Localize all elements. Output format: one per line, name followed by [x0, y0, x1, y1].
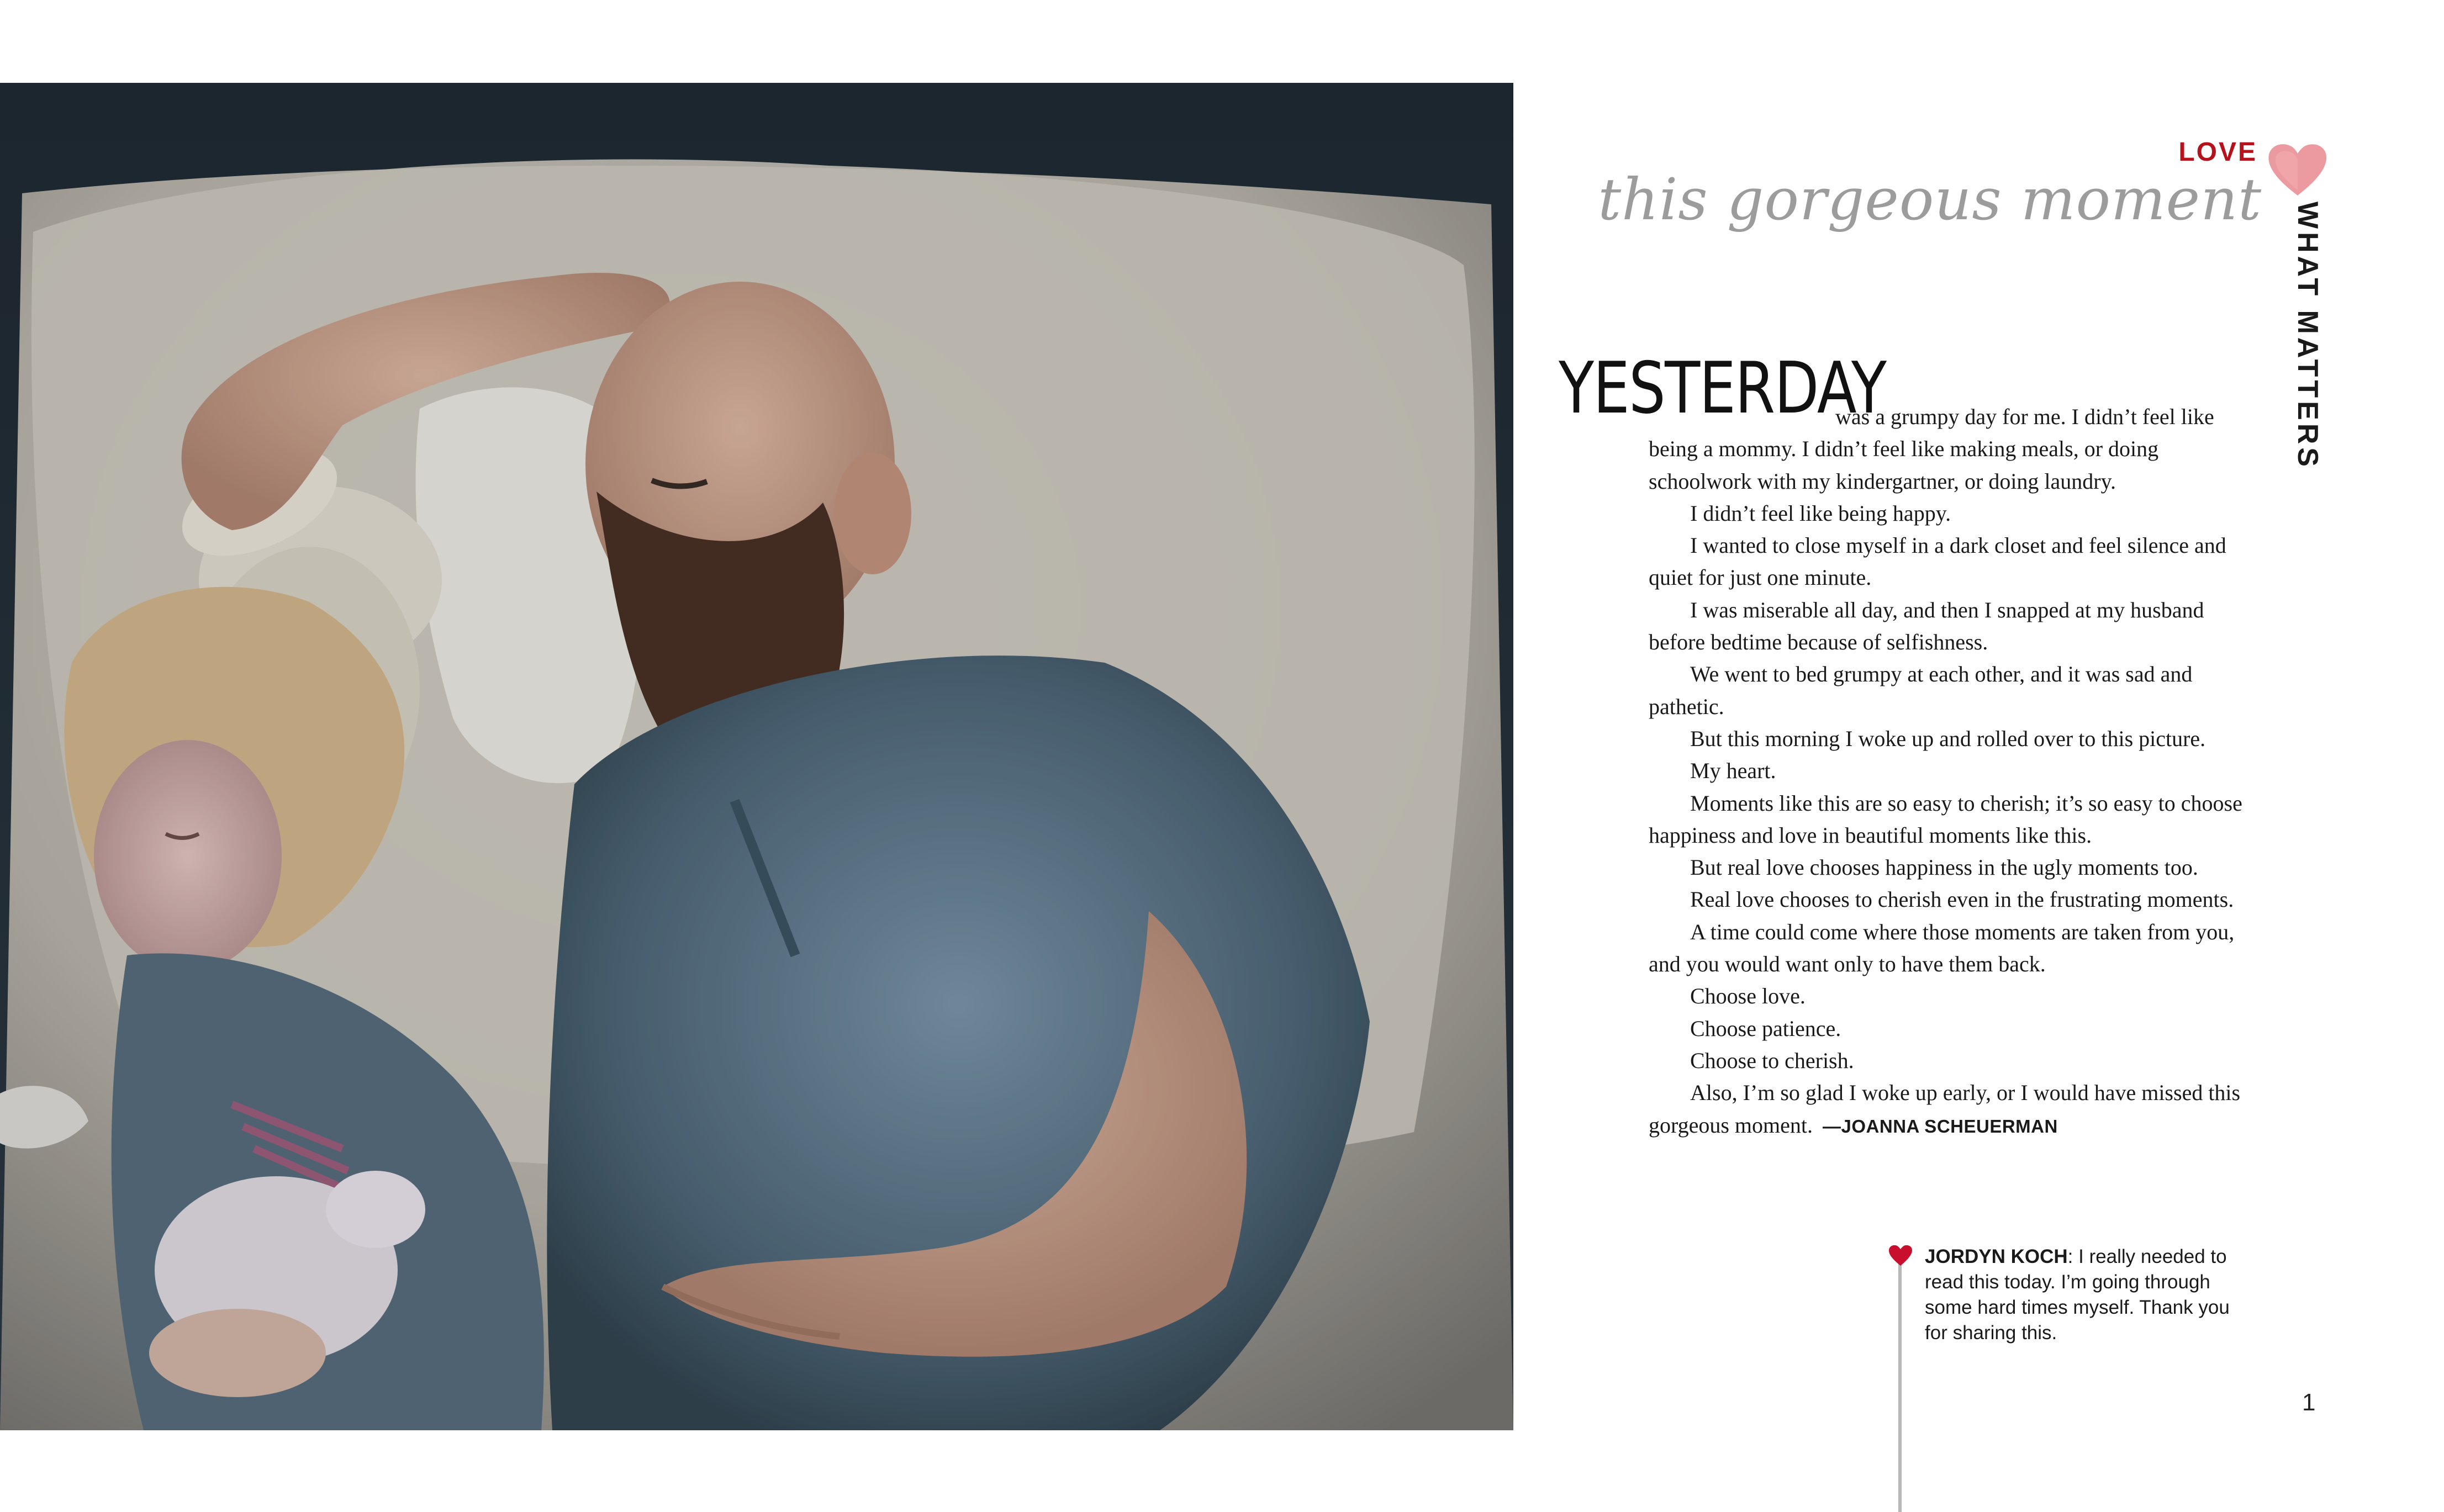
comment-text: : I really needed to read this today. I’m going through some hard times myself. Thank you for sharing this.	[1925, 1246, 2230, 1344]
paragraph: Choose patience.	[1690, 1016, 1841, 1041]
reader-comment	[1925, 1244, 2245, 1346]
paragraph: I wanted to close myself in a dark closet and feel silence and quiet for just one minute.	[1649, 533, 2226, 590]
page-headline: this gorgeous moment	[1598, 166, 2262, 233]
paragraph: I was miserable all day, and then I snapped at my husband before bedtime because of selfishness.	[1649, 597, 2204, 655]
paragraph: Choose to cherish.	[1690, 1048, 1854, 1073]
drop-word: YESTERDAY	[1559, 347, 1886, 430]
lead-line-2: like being a mommy. I didn’t feel like making meals, or doing schoolwork with my kindergartner, or doing laundry.	[1649, 404, 2214, 494]
paragraph: Choose love.	[1690, 984, 1806, 1009]
section-label	[2280, 202, 2330, 470]
paragraph: I didn’t feel like being happy.	[1690, 500, 1951, 526]
page-number: 1	[2302, 1389, 2316, 1416]
comment-author: JORDYN KOCH	[1925, 1246, 2068, 1267]
lead-line-1: was a grumpy day for me. I didn’t feel	[1835, 404, 2176, 429]
article-body	[1649, 401, 2248, 1143]
paragraph: But real love chooses happiness in the ugly moments too.	[1690, 855, 2198, 880]
paragraph: But this morning I woke up and rolled over to this picture.	[1690, 726, 2206, 751]
paragraph: My heart.	[1690, 758, 1776, 784]
paragraph: A time could come where those moments are taken from you, and you would want only to have them back.	[1649, 919, 2235, 977]
heart-icon	[1888, 1244, 1913, 1267]
lead-paragraph	[1649, 401, 2248, 498]
paragraph: Moments like this are so easy to cherish; it’s so easy to choose happiness and love in beautiful moments like this.	[1649, 790, 2242, 848]
section-kicker: LOVE	[2178, 138, 2257, 167]
byline: —JOANNA SCHEUERMAN	[1823, 1116, 2058, 1136]
cover-photo	[0, 83, 1513, 1430]
paragraph: We went to bed grumpy at each other, and it was sad and pathetic.	[1649, 662, 2193, 719]
watercolor-heart-icon	[2264, 139, 2331, 200]
paragraph: Real love chooses to cherish even in the frustrating moments.	[1690, 887, 2234, 912]
paragraph-text: Also, I’m so glad I woke up early, or I would have missed this gorgeous moment.	[1649, 1080, 2241, 1138]
comment-rule	[1898, 1263, 1902, 1512]
section-label-text: WHAT MATTERS	[2292, 202, 2324, 470]
final-paragraph	[1649, 1077, 2248, 1143]
